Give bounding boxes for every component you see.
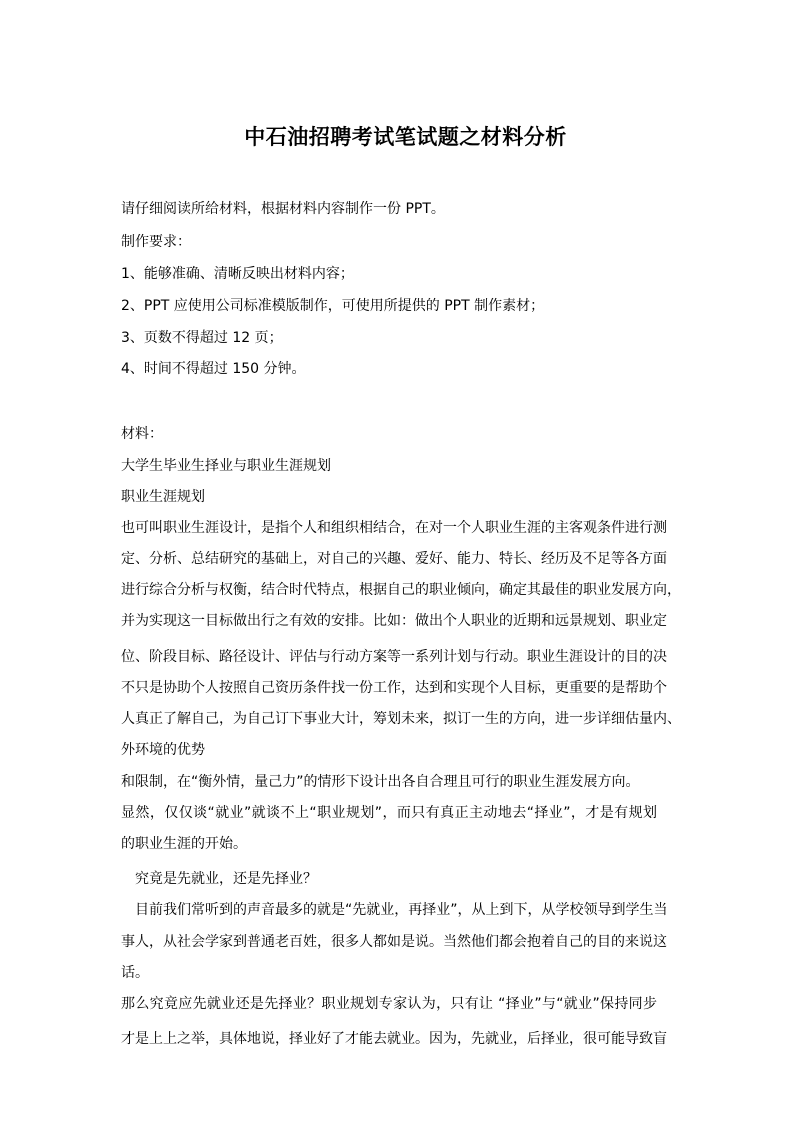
paragraph-line: 显然，仅仅谈“就业”就谈不上“职业规划”，而只有真正主动地去“择业”，才是有规划 bbox=[121, 805, 657, 821]
paragraph-line: 位、阶段目标、路径设计、评估与行动方案等一系列计划与行动。职业生涯设计的目的决 bbox=[121, 649, 667, 665]
material-label: 材料： bbox=[121, 426, 163, 442]
paragraph-line: 话。 bbox=[121, 965, 149, 981]
paragraph-line: 人真正了解自己，为自己订下事业大计，筹划未来，拟订一生的方向，进一步详细估量内、 bbox=[121, 711, 681, 727]
paragraph-line: 不只是协助个人按照自己资历条件找一份工作，达到和实现个人目标，更重要的是帮助个 bbox=[121, 680, 667, 696]
requirement-item-4: 4、时间不得超过 150 分钟。 bbox=[121, 361, 306, 377]
paragraph-line: 目前我们常听到的声音最多的就是“先就业，再择业”，从上到下，从学校领导到学生当 bbox=[135, 902, 668, 918]
paragraph-line: 外环境的优势 bbox=[121, 742, 205, 758]
instruction-intro: 请仔细阅读所给材料，根据材料内容制作一份 PPT。 bbox=[121, 201, 445, 217]
requirement-item-3: 3、页数不得超过 12 页； bbox=[121, 330, 283, 346]
paragraph-line: 进行综合分析与权衡，结合时代特点，根据自己的职业倾向，确定其最佳的职业发展方向， bbox=[121, 582, 681, 598]
question-heading: 究竟是先就业，还是先择业？ bbox=[135, 871, 317, 887]
paragraph-line: 定、分析、总结研究的基础上，对自己的兴趣、爱好、能力、特长、经历及不足等各方面 bbox=[121, 551, 667, 567]
paragraph-line: 并为实现这一目标做出行之有效的安排。比如：做出个人职业的近期和远景规划、职业定 bbox=[121, 613, 667, 629]
paragraph-line: 也可叫职业生涯设计，是指个人和组织相结合，在对一个人职业生涯的主客观条件进行测 bbox=[121, 520, 667, 536]
paragraph-line: 那么究竟应先就业还是先择业？职业规划专家认为，只有让 “择业”与“就业”保持同步 bbox=[121, 996, 657, 1012]
requirement-item-1: 1、能够准确、清晰反映出材料内容； bbox=[121, 266, 354, 282]
paragraph-line: 才是上上之举，具体地说，择业好了才能去就业。因为，先就业，后择业，很可能导致盲 bbox=[121, 1031, 667, 1047]
requirement-item-2: 2、PPT 应使用公司标准模版制作，可使用所提供的 PPT 制作素材； bbox=[121, 298, 545, 314]
requirements-heading: 制作要求： bbox=[121, 234, 191, 250]
paragraph-line: 事人，从社会学家到普通老百姓，很多人都如是说。当然他们都会抱着自己的目的来说这 bbox=[121, 934, 667, 950]
section-title: 职业生涯规划 bbox=[121, 489, 205, 505]
paragraph-line: 和限制，在“衡外情，量己力”的情形下设计出各自合理且可行的职业生涯发展方向。 bbox=[121, 774, 640, 790]
material-title: 大学生毕业生择业与职业生涯规划 bbox=[121, 458, 331, 474]
document-title: 中石油招聘考试笔试题之材料分析 bbox=[244, 124, 567, 149]
paragraph-line: 的职业生涯的开始。 bbox=[121, 836, 247, 852]
